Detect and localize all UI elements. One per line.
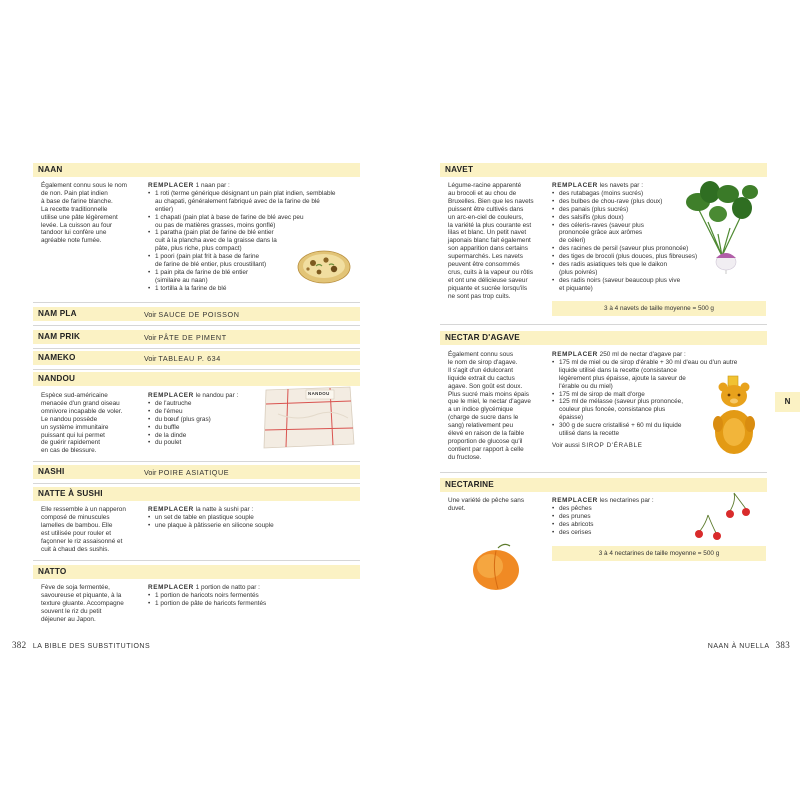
yield-note: 3 à 4 nectarines de taille moyenne = 500 g <box>552 546 766 561</box>
entry-header-nectar-d-agave <box>440 331 767 345</box>
yield-note: 3 à 4 navets de taille moyenne = 500 g <box>552 301 766 316</box>
entry-title: NAM PRIK <box>38 332 81 341</box>
list-item: • des prunes <box>552 513 682 521</box>
replace-keyword: REMPLACER <box>148 182 194 189</box>
cross-reference[interactable]: Voir POIRE ASIATIQUE <box>144 467 230 477</box>
desc-line: La recette traditionnelle <box>41 205 108 213</box>
alphabet-tab[interactable]: N <box>775 392 800 412</box>
replacement-list <box>552 505 682 537</box>
list-item: • une plaque à pâtisserie en silicone souple <box>148 522 358 530</box>
list-item: • des panais (plus sucrés) <box>552 206 722 214</box>
desc-line: utilise une pâte légèrement <box>41 213 118 221</box>
entry-description: Légume-racine apparenté au brocoli et au chou de Bruxelles. Bien que les navets puissent être cultivés dans un arc-en-ciel de couleurs, la variété la plus courante est lilas et blanc. Un petit navet japonais blanc fait également son apparition dans certains supermarchés. Les navets peuvent être consommés crus, cuits à la vapeur ou rôtis et ont une délicieuse saveur piquante et sucrée lorsqu'ils ne sont pas trop cuits. <box>448 182 534 300</box>
list-item: • des radis asiatiques tels que le daikon (plus poivrés) <box>552 261 722 277</box>
turnip-illustration <box>678 178 766 274</box>
divider <box>33 560 360 561</box>
entry-header-nam-prik <box>33 330 360 344</box>
entry-title: NAAN <box>38 165 63 174</box>
list-item: • 175 ml de sirop de malt d'orge <box>552 391 762 399</box>
naan-bread-illustration <box>296 246 352 286</box>
entry-description: Une variété de pêche sans duvet. <box>448 497 525 512</box>
entry-header-navet <box>440 163 767 177</box>
cross-reference[interactable]: Voir SAUCE DE POISSON <box>144 309 240 319</box>
towel-label: NANDOU <box>308 391 330 396</box>
entry-description: Elle ressemble à un napperon composé de minuscules lamelles de bambou. Elle est utilisée pour rouler et façonner le riz assaisonné et cuit à chaud des sushis. <box>41 506 126 553</box>
list-item: • des abricots <box>552 521 682 529</box>
cross-reference[interactable]: Voir TABLEAU P. 634 <box>144 353 221 363</box>
divider <box>33 483 360 484</box>
list-item: • des pêches <box>552 505 682 513</box>
entry-title: NECTAR D'AGAVE <box>445 333 520 342</box>
replacement-block: REMPLACER les nectarines par : • des pêches • des prunes • des abricots • des cerises <box>552 497 682 537</box>
entry-header-nameko <box>33 351 360 365</box>
list-item: • 1 chapati (pain plat à base de farine de blé avec peu ou pas de matières grasses, moins gonflé) <box>148 214 363 230</box>
list-item: • un set de table en plastique souple <box>148 514 358 522</box>
entry-description: Également connu sous le nom de sirop d'agave. Il s'agit d'un édulcorant liquide extrait du cactus agave. Son goût est doux. Plus sucré mais moins épais que le miel, le nectar d'agave a un indice glycémique (charge de sucre dans le sang) relativement peu élevé en raison de la faible proportion de glucose qu'il contient par rapport à celle du fructose. <box>448 351 531 461</box>
nectarine-illustration <box>470 542 522 592</box>
list-item: • 1 paratha (pain plat de farine de blé entier cuit à la plancha avec de la graisse dans la pâte, plus riche, plus compact) <box>148 229 363 253</box>
entry-title: NAMEKO <box>38 353 76 362</box>
replace-subject: 1 naan par : <box>193 182 230 189</box>
page-footer <box>708 640 790 650</box>
desc-line: Également connu sous le nom <box>41 182 127 189</box>
entry-title: NATTE À SUSHI <box>38 489 103 498</box>
page-footer <box>12 640 150 650</box>
replacement-list <box>148 400 258 447</box>
entry-header-nashi <box>33 465 360 479</box>
replacement-block: REMPLACER la natte à sushi par : • un set de table en plastique souple • une plaque à pâtisserie en silicone souple <box>148 506 358 530</box>
entry-header-natto <box>33 565 360 579</box>
desc-line: tandoor lui confère une <box>41 229 107 237</box>
list-item: • des céleris-raves (saveur plus prononcée grâce aux arômes de céleri) <box>552 222 722 246</box>
divider <box>33 369 360 370</box>
list-item: • des rutabagas (moins sucrés) <box>552 190 722 198</box>
replacement-block: REMPLACER 1 portion de natto par : • 1 portion de haricots noirs fermentés • 1 portion de pâte de haricots fermentés <box>148 584 358 608</box>
entry-title: NAVET <box>445 165 474 174</box>
entry-description: Espèce sud-américaine menacée d'un grand oiseau omnivore incapable de voler. Le nandou possède un système immunitaire puissant qui lui permet de guérir rapidement en cas de blessure. <box>41 392 123 455</box>
cross-reference[interactable]: Voir PÂTE DE PIMENT <box>144 332 227 342</box>
entry-title: NANDOU <box>38 374 76 383</box>
entry-description: Fève de soja fermentée, savoureuse et piquante, à la texture gluante. Accompagne souvent le riz du petit déjeuner au Japon. <box>41 584 124 623</box>
list-item: • du bœuf (plus gras) <box>148 416 258 424</box>
replacement-list <box>148 592 358 608</box>
list-item: • 1 portion de haricots noirs fermentés <box>148 592 358 600</box>
cross-reference[interactable]: Voir aussi SIROP D'ÉRABLE <box>552 441 643 449</box>
entry-title: NAM PLA <box>38 309 77 318</box>
divider <box>440 472 767 473</box>
right-page <box>400 0 800 800</box>
list-item: • des cerises <box>552 529 682 537</box>
list-item: • de l'autruche <box>148 400 258 408</box>
divider <box>440 324 767 325</box>
desc-line: de non. Pain plat indien <box>41 189 108 197</box>
list-item: • 125 ml de mélasse (saveur plus prononcée, couleur plus foncée, consistance plus épaisse) <box>552 398 762 422</box>
list-item: • 175 ml de miel ou de sirop d'érable + 30 ml d'eau ou d'un autre liquide utilisé dans la recette (consistance légèrement plus épaisse, ajoute la saveur de l'érable ou du miel) <box>552 359 762 391</box>
entry-header-naan <box>33 163 360 177</box>
cherries-illustration <box>686 487 756 545</box>
list-item: • 1 poori (pain plat frit à base de farine de farine de blé entier, plus croustillant) <box>148 253 363 269</box>
honey-bear-illustration <box>710 374 758 456</box>
list-item: • 1 pain pita de farine de blé entier (similaire au naan) <box>148 269 363 285</box>
desc-line: levée. La cuisson au four <box>41 221 113 229</box>
list-item: • des tiges de brocoli (plus douces, plus fibreuses) <box>552 253 722 261</box>
entry-title: NASHI <box>38 467 65 476</box>
list-item: • de l'émeu <box>148 408 258 416</box>
towel-illustration <box>258 384 358 452</box>
entry-header-natte-a-sushi <box>33 487 360 501</box>
divider <box>33 325 360 326</box>
list-item: • des radis noirs (saveur beaucoup plus vive et piquante) <box>552 277 722 293</box>
list-item: • du buffle <box>148 424 258 432</box>
list-item: • 1 tortilla à la farine de blé <box>148 285 363 293</box>
running-title: NAAN À NUELLA <box>707 643 770 650</box>
list-item: • des racines de persil (saveur plus prononcée) <box>552 245 722 253</box>
list-item: • de la dinde <box>148 432 258 440</box>
entry-description <box>41 182 141 245</box>
divider <box>33 302 360 303</box>
replacement-block: REMPLACER le nandou par : • de l'autruche • de l'émeu • du bœuf (plus gras) • du buffle • de la dinde • du poulet <box>148 392 258 447</box>
entry-title: NECTARINE <box>445 480 494 489</box>
list-item: • du poulet <box>148 439 258 447</box>
desc-line: agréable note fumée. <box>41 237 102 245</box>
replacement-block: REMPLACER les navets par : • des rutabagas (moins sucrés) • des bulbes de chou-rave (plus doux) • des panais (plus sucrés) • des salsifis (plus doux) • des céleris-raves (saveur plus prononcée grâce aux arômes de céleri) • des racines de persil (saveur plus prononcée) • des tiges de brocoli (plus douces, plus fibreuses) • des radis asiatiques tels que le daikon (plus poivrés) • des radis noirs (saveur beaucoup plus vive et piquante) <box>552 182 722 293</box>
list-item: • des salsifis (plus doux) <box>552 214 722 222</box>
list-item: • 1 roti (terme générique désignant un pain plat indien, semblable au chapati, généralement fabriqué avec de la farine de blé entier) <box>148 190 363 214</box>
replacement-list <box>148 514 358 530</box>
list-item: • 300 g de sucre cristallisé + 60 ml du liquide utilisé dans la recette <box>552 422 762 438</box>
entry-header-nam-pla <box>33 307 360 321</box>
running-title: LA BIBLE DES SUBSTITUTIONS <box>32 643 151 650</box>
list-item: • 1 portion de pâte de haricots fermentés <box>148 600 358 608</box>
page-number: 383 <box>775 640 790 650</box>
entry-title: NATTO <box>38 567 67 576</box>
page-number: 382 <box>12 640 27 650</box>
list-item: • des bulbes de chou-rave (plus doux) <box>552 198 722 206</box>
desc-line: à base de farine blanche. <box>41 197 113 205</box>
replacement-block: REMPLACER 250 ml de nectar d'agave par : • 175 ml de miel ou de sirop d'érable + 30 ml d'eau ou d'un autre liquide utilisé dans la recette (consistance légèrement plus épaisse, ajoute la saveur de l'érable ou du miel) • 175 ml de sirop de malt d'orge • 125 ml de mélasse (saveur plus prononcée, couleur plus foncée, consistance plus épaisse) • 300 g de sucre cristallisé + 60 ml du liquide utilisé dans la recette Voir aussi SIROP D'ÉRABLE <box>552 351 762 450</box>
divider <box>33 348 360 349</box>
divider <box>33 461 360 462</box>
